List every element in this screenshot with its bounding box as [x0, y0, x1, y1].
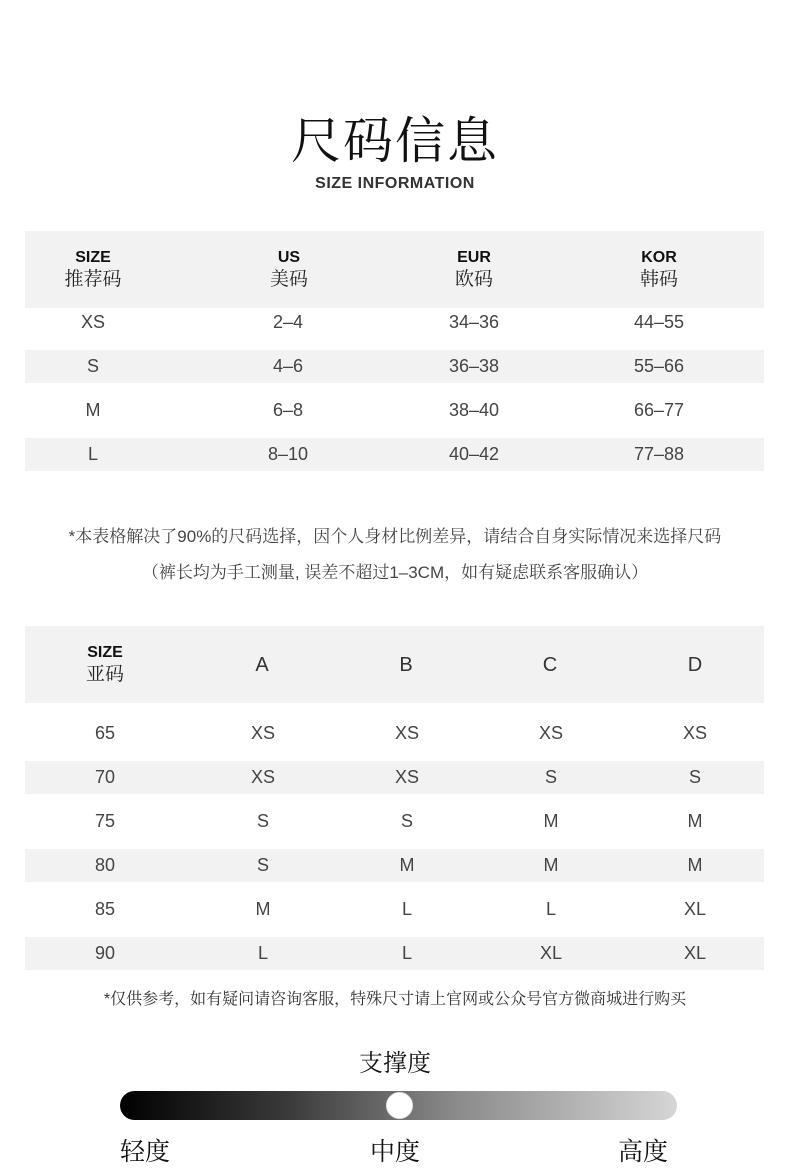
header-eur-en: EUR — [457, 248, 491, 266]
size-table-header — [25, 231, 764, 308]
page-subtitle: SIZE INFORMATION — [315, 175, 475, 192]
cup-table-cell: 85 — [94, 899, 116, 919]
size-table-cell: M — [85, 400, 101, 420]
cup-table-row — [25, 717, 764, 750]
header-size-en: SIZE — [75, 248, 111, 266]
size-table-row — [25, 394, 764, 427]
support-level-high: 高度 — [618, 1138, 669, 1166]
cup-table-cell: S — [256, 855, 269, 875]
size-table-row — [25, 438, 764, 471]
header-kor-zh: 韩码 — [639, 268, 678, 290]
header-asian-size-en: SIZE — [87, 643, 123, 661]
size-table-cell: 44–55 — [633, 312, 685, 332]
size-table-cell: 38–40 — [448, 400, 500, 420]
header-cup-d — [649, 653, 741, 677]
size-table-cell: S — [86, 356, 99, 376]
size-table-cell: 2–4 — [272, 312, 304, 332]
size-table-cell: 6–8 — [272, 400, 304, 420]
cup-table-cell: S — [688, 767, 701, 787]
cup-table-cell: 80 — [94, 855, 116, 875]
cup-table-cell: M — [687, 811, 703, 831]
cup-table-cell: L — [401, 899, 412, 919]
cup-table-cell: 75 — [94, 811, 116, 831]
cup-table-row — [25, 893, 764, 926]
cup-table-cell: S — [400, 811, 413, 831]
cup-table-cell: XS — [250, 767, 275, 787]
size-table-cell: XS — [80, 312, 105, 332]
size-table-row — [25, 350, 764, 383]
header-asian-size-zh: 亚码 — [85, 663, 124, 685]
cup-table-cell: 70 — [94, 767, 116, 787]
header-asian-size — [59, 643, 151, 687]
support-level-light: 轻度 — [120, 1138, 171, 1166]
cup-table-cell: M — [255, 899, 271, 919]
cup-table-row — [25, 761, 764, 794]
size-note-1: *本表格解决了90%的尺码选择，因个人身材比例差异，请结合自身实际情况来选择尺码 — [68, 527, 722, 546]
cup-table-row — [25, 805, 764, 838]
header-kor-en: KOR — [641, 248, 677, 266]
header-cup-c — [504, 653, 596, 677]
header-cup-d-label: D — [687, 653, 703, 676]
header-cup-a-label: A — [255, 653, 269, 676]
header-kor — [613, 248, 705, 292]
header-cup-b — [360, 653, 452, 677]
header-us — [243, 248, 335, 292]
cup-table-cell: L — [257, 943, 268, 963]
size-table-cell: 8–10 — [267, 444, 309, 464]
size-table-cell: 77–88 — [633, 444, 685, 464]
header-cup-c-label: C — [542, 653, 558, 676]
cup-table-cell: XL — [683, 943, 707, 963]
cup-table-cell: L — [545, 899, 556, 919]
header-cup-b-label: B — [399, 653, 413, 676]
cup-table-cell: XS — [682, 723, 707, 743]
support-level-indicator — [386, 1092, 413, 1119]
support-level-medium: 中度 — [370, 1138, 421, 1166]
cup-table-cell: 90 — [94, 943, 116, 963]
header-size — [47, 248, 139, 292]
size-table — [25, 231, 764, 486]
cup-table — [25, 626, 764, 970]
header-us-zh: 美码 — [269, 268, 308, 290]
size-table-cell: 36–38 — [448, 356, 500, 376]
cup-table-cell: M — [543, 855, 559, 875]
cup-table-cell: XL — [683, 899, 707, 919]
header-size-zh: 推荐码 — [64, 268, 122, 290]
cup-table-cell: XS — [250, 723, 275, 743]
cup-table-cell: S — [544, 767, 557, 787]
header-eur-zh: 欧码 — [454, 268, 493, 290]
size-table-cell: 40–42 — [448, 444, 500, 464]
support-title: 支撑度 — [359, 1050, 431, 1077]
size-table-cell: L — [87, 444, 98, 464]
size-table-cell: 66–77 — [633, 400, 685, 420]
cup-table-cell: M — [399, 855, 415, 875]
header-us-en: US — [277, 248, 301, 266]
cup-table-cell: XS — [538, 723, 563, 743]
header-cup-a — [216, 653, 308, 677]
cup-table-cell: XS — [394, 767, 419, 787]
cup-table-cell: XS — [394, 723, 419, 743]
cup-table-cell: M — [543, 811, 559, 831]
size-table-cell: 4–6 — [272, 356, 304, 376]
cup-table-row — [25, 849, 764, 882]
cup-table-cell: 65 — [94, 723, 116, 743]
cup-table-cell: S — [256, 811, 269, 831]
reference-footnote: *仅供参考，如有疑问请咨询客服，特殊尺寸请上官网或公众号官方微商城进行购买 — [103, 991, 687, 1008]
cup-table-cell: M — [687, 855, 703, 875]
cup-table-row — [25, 937, 764, 970]
size-note-2: （裤长均为手工测量, 误差不超过1–3CM，如有疑虑联系客服确认） — [141, 563, 649, 582]
cup-table-header — [25, 626, 764, 703]
size-table-cell: 34–36 — [448, 312, 500, 332]
header-eur — [428, 248, 520, 292]
size-table-row — [25, 306, 764, 339]
cup-table-cell: XL — [539, 943, 563, 963]
page-title: 尺码信息 — [291, 113, 499, 169]
cup-table-cell: L — [401, 943, 412, 963]
size-table-cell: 55–66 — [633, 356, 685, 376]
